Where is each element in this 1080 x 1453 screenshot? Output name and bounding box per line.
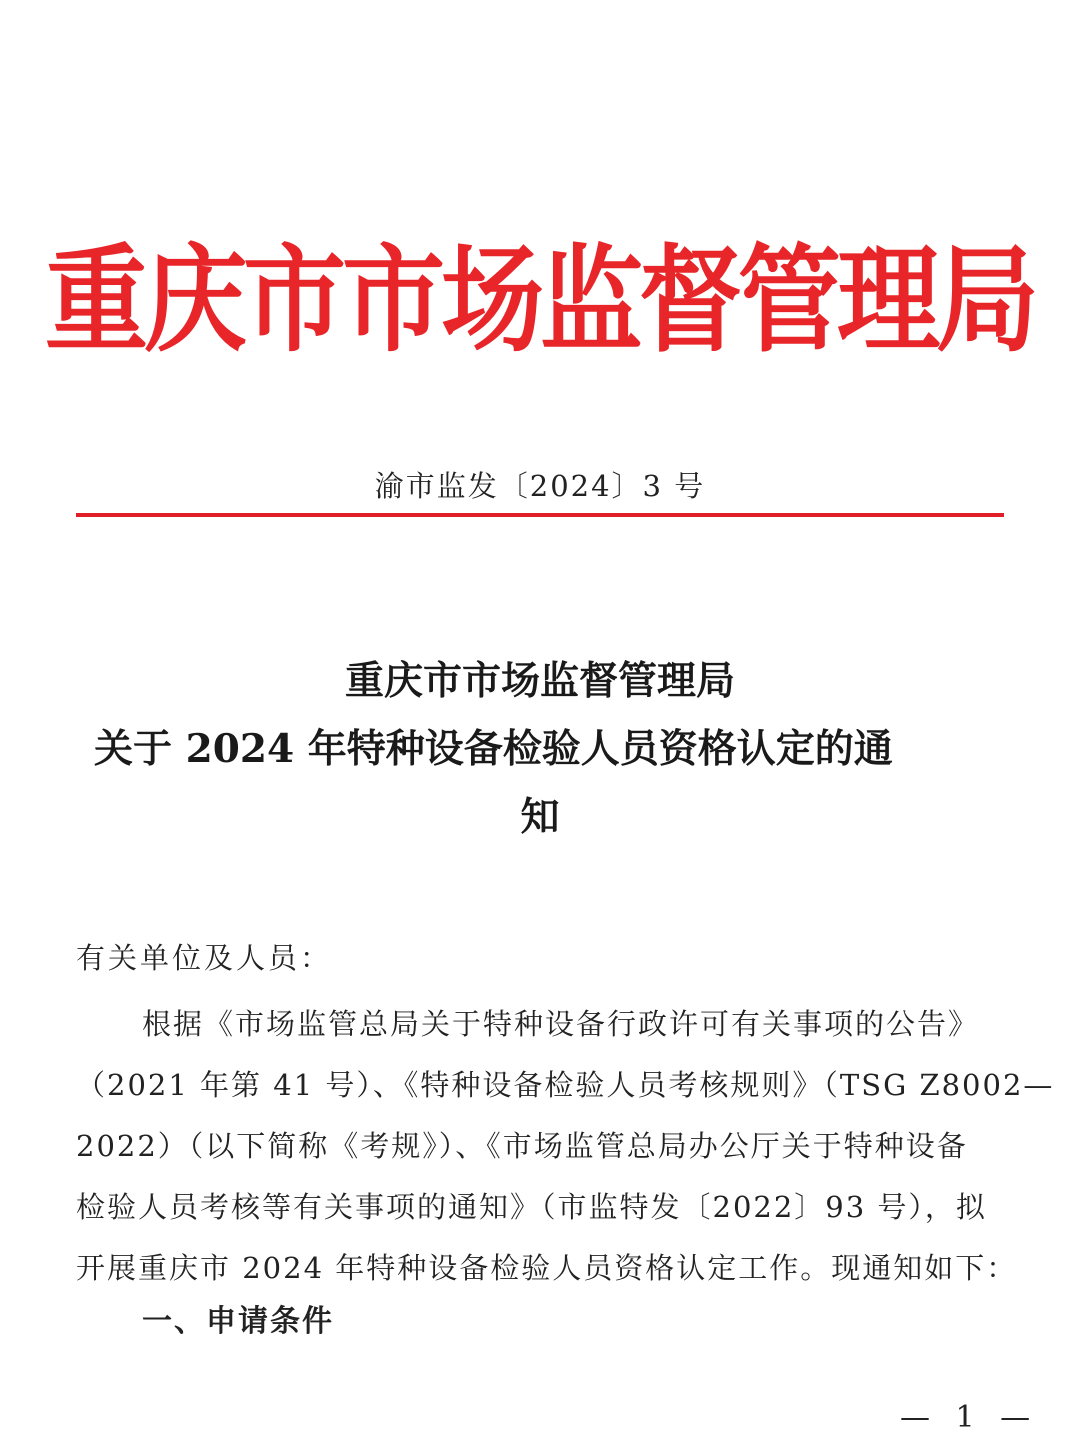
body-line-2: （2021 年第 41 号）、《特种设备检验人员考核规则》（TSG Z8002— [76,1068,1055,1102]
body-line-4: 检验人员考核等有关事项的通知》（市监特发〔2022〕93 号），拟 [76,1190,987,1224]
red-header-org-name: 重庆市市场监督管理局 [45,232,1035,369]
section-heading-1: 一、申请条件 [142,1304,334,1339]
page-number: — 1 — [900,1400,1039,1435]
body-paragraph [76,994,1055,1299]
document-title [76,647,1004,851]
body-line-1: 根据《市场监管总局关于特种设备行政许可有关事项的公告》 [142,1007,980,1041]
body-line-5: 开展重庆市 2024 年特种设备检验人员资格认定工作。现通知如下： [76,1251,1018,1285]
salutation: 有关单位及人员： [76,941,333,975]
document-number: 渝市监发〔2024〕3 号 [374,469,706,503]
body-line-3: 2022）（以下简称《考规》）、《市场监管总局办公厅关于特种设备 [76,1129,968,1163]
title-line-3: 知 [520,794,560,840]
title-line-1: 重庆市市场监督管理局 [344,658,735,704]
title-line-2: 关于 2024 年特种设备检验人员资格认定的通 [94,726,893,772]
red-divider-rule [76,513,1004,517]
